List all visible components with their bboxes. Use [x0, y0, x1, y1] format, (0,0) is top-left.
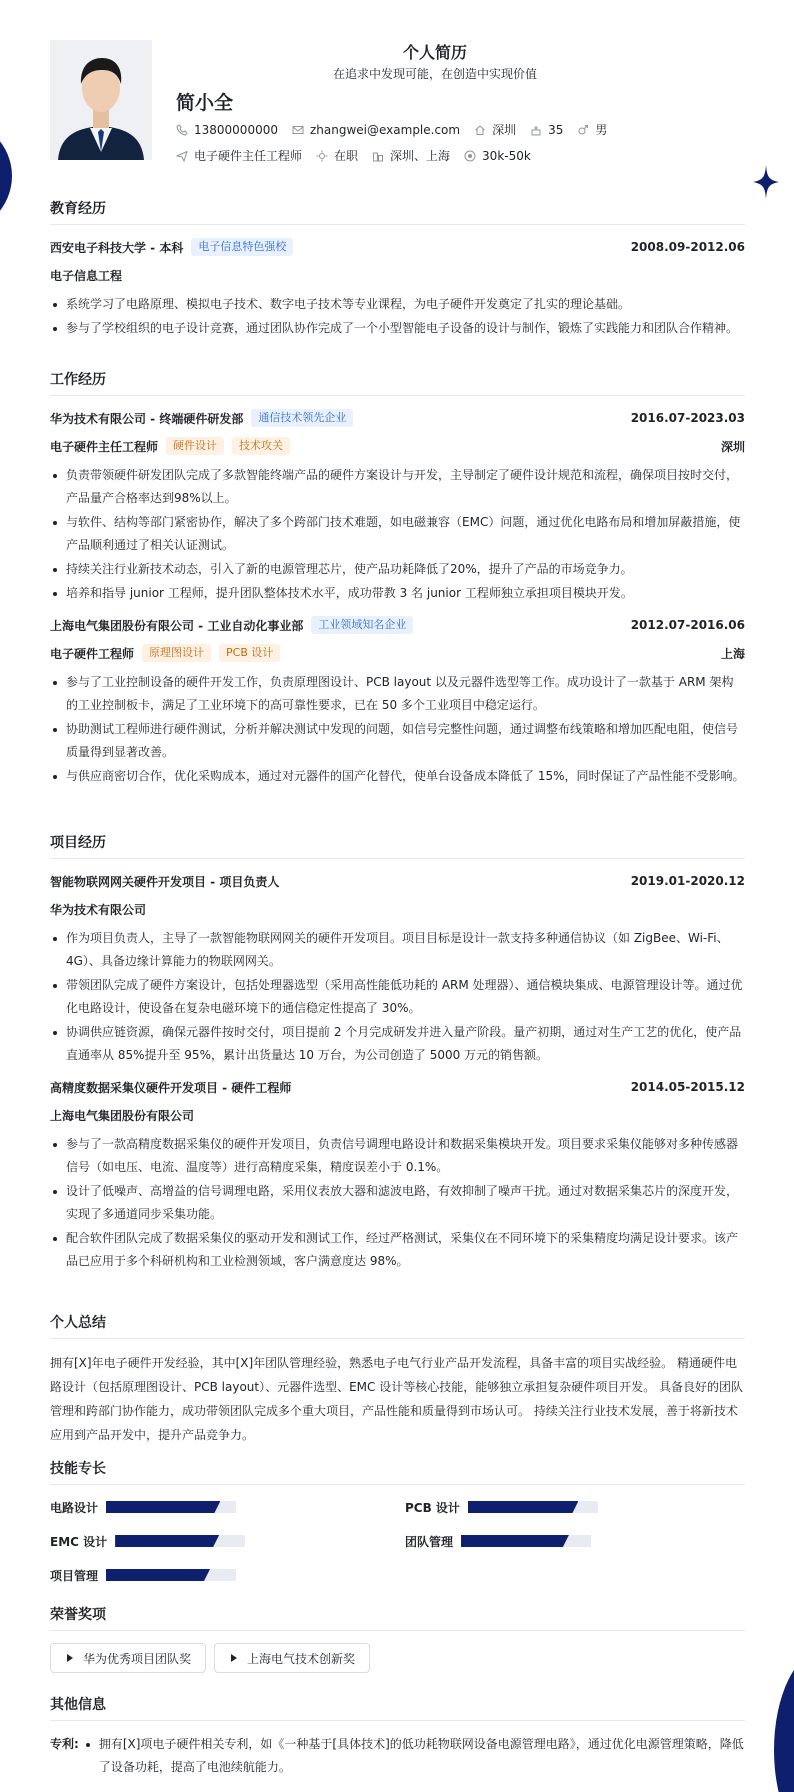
target-city-value: 深圳、上海	[390, 149, 451, 163]
project-name: 智能物联网网关硬件开发项目 - 项目负责人	[50, 874, 280, 889]
phone-value: 13800000000	[194, 122, 278, 137]
role-tag: PCB 设计	[219, 644, 280, 662]
city-icon	[372, 150, 384, 162]
summary-section	[50, 1312, 745, 1447]
project-org: 上海电气集团股份有限公司	[50, 1108, 195, 1123]
awards-title: 荣誉奖项	[50, 1604, 745, 1631]
patent-label: 专利:	[50, 1737, 79, 1751]
skill-bar	[106, 1501, 236, 1513]
list-item: 参与了一款高精度数据采集仪的硬件开发项目，负责信号调理电路设计和数据采集模块开发。项目要求采集仪能够对多种传感器信号（如电压、电流、温度等）进行高精度采集，精度误差小于 0.1%。	[50, 1133, 745, 1179]
skills-grid	[50, 1497, 745, 1585]
gender-value: 男	[595, 123, 608, 137]
patent-row	[50, 1733, 745, 1780]
skills-section	[50, 1458, 745, 1585]
job-bullets	[50, 464, 745, 605]
position-value: 电子硬件主任工程师	[194, 149, 303, 163]
job-head	[50, 408, 745, 428]
skill-fill	[115, 1535, 219, 1547]
city-item	[474, 121, 516, 138]
job-location: 上海	[720, 646, 745, 661]
contact-row	[176, 121, 621, 138]
city-value: 深圳	[492, 123, 517, 137]
status-item	[316, 147, 358, 164]
education-bullets	[50, 293, 745, 340]
email-icon	[292, 124, 304, 136]
work-title: 工作经历	[50, 369, 745, 396]
list-item: 系统学习了电路原理、模拟电子技术、数字电子技术等专业课程，为电子硬件开发奠定了扎实的理论基础。	[50, 293, 745, 316]
role-tag: 硬件设计	[166, 437, 224, 455]
salary-item	[464, 149, 531, 163]
award-label: 上海电气技术创新奖	[247, 1651, 356, 1666]
award-arrow-icon	[229, 1653, 239, 1663]
project-org-row	[50, 1105, 745, 1125]
company-name: 上海电气集团股份有限公司 - 工业自动化事业部	[50, 618, 304, 633]
skill-fill	[106, 1569, 210, 1581]
list-item: 拥有[X]项电子硬件相关专利，如《一种基于[具体技术]的低功耗物联网设备电源管理电路》，通过优化电源管理策略，降低了设备功耗，提高了电池续航能力。	[83, 1733, 745, 1779]
email-item	[292, 123, 460, 137]
list-item: 与软件、结构等部门紧密协作，解决了多个跨部门技术难题，如电磁兼容（EMC）问题，通过优化电路布局和增加屏蔽措施，使产品顺利通过了相关认证测试。	[50, 511, 745, 557]
projects-section	[50, 832, 745, 1274]
salary-value: 30k-50k	[482, 148, 531, 163]
home-icon	[474, 124, 486, 136]
status-icon	[316, 150, 328, 162]
job-date: 2012.07-2016.06	[630, 618, 745, 632]
project-bullets	[50, 1133, 745, 1273]
job-bullets	[50, 671, 745, 788]
work-section	[50, 369, 745, 789]
project-entry	[50, 1077, 745, 1273]
skill-bar	[106, 1569, 236, 1581]
salary-icon	[464, 150, 476, 162]
role-row	[50, 643, 745, 663]
major: 电子信息工程	[50, 268, 123, 283]
skill-fill	[106, 1501, 220, 1513]
skill-item	[405, 1497, 745, 1517]
list-item: 参与了工业控制设备的硬件开发工作，负责原理图设计、PCB layout 以及元器件选型等工作。成功设计了一款基于 ARM 架构的工业控制板卡，满足了工业环境下的高可靠性要求，已在 50 多个工业项目中稳定运行。	[50, 671, 745, 717]
award-item	[214, 1643, 370, 1673]
company-tag: 通信技术领先企业	[251, 409, 353, 427]
list-item: 参与了学校组织的电子设计竞赛，通过团队协作完成了一个小型智能电子设备的设计与制作，锻炼了实践能力和团队合作精神。	[50, 317, 745, 340]
skill-item	[405, 1531, 745, 1551]
gender-item	[577, 121, 607, 138]
skill-bar	[468, 1501, 598, 1513]
profile-photo	[50, 40, 152, 160]
resume-header	[50, 40, 750, 190]
job-entry	[50, 408, 745, 605]
job-intent-row	[176, 147, 545, 164]
list-item: 负责带领硬件研发团队完成了多款智能终端产品的硬件方案设计与开发，主导制定了硬件设计规范和流程，确保项目按时交付，产品量产合格率达到98%以上。	[50, 464, 745, 510]
awards-section	[50, 1604, 745, 1673]
document-title: 个人简历	[402, 43, 467, 62]
project-head	[50, 871, 745, 891]
project-date: 2019.01-2020.12	[630, 874, 745, 888]
phone-icon	[176, 124, 188, 136]
education-date: 2008.09-2012.06	[630, 240, 745, 254]
decor-circle-left	[0, 120, 12, 232]
skills-title: 技能专长	[50, 1458, 745, 1485]
list-item: 作为项目负责人，主导了一款智能物联网网关的硬件开发项目。项目目标是设计一款支持多种通信协议（如 ZigBee、Wi-Fi、4G）、具备边缘计算能力的物联网网关。	[50, 927, 745, 973]
list-item: 与供应商密切合作，优化采购成本，通过对元器件的国产化替代，使单台设备成本降低了 15%，同时保证了产品性能不受影响。	[50, 765, 745, 788]
position-icon	[176, 150, 188, 162]
other-title: 其他信息	[50, 1694, 745, 1721]
awards-list	[50, 1643, 745, 1673]
gender-icon	[577, 124, 589, 136]
age-item	[530, 123, 563, 137]
position-item	[176, 147, 302, 164]
skill-name: EMC 设计	[50, 1534, 108, 1549]
role-tag: 原理图设计	[142, 644, 211, 662]
company-tag: 工业领域知名企业	[311, 616, 413, 634]
slogan: 在追求中发现可能，在创造中实现价值	[332, 67, 537, 81]
company-name: 华为技术有限公司 - 终端硬件研发部	[50, 411, 244, 426]
project-date: 2014.05-2015.12	[630, 1080, 745, 1094]
list-item: 协调供应链资源，确保元器件按时交付，项目提前 2 个月完成研发并进入量产阶段。量产初期，通过对生产工艺的优化，使产品直通率从 85%提升至 95%，累计出货量达 10 万台，为公司创造了 5000 万元的销售额。	[50, 1021, 745, 1067]
skill-bar	[461, 1535, 591, 1547]
role-tag: 技术攻关	[232, 437, 290, 455]
project-bullets	[50, 927, 745, 1067]
skill-name: 电路设计	[50, 1500, 99, 1515]
email-value: zhangwei@example.com	[309, 122, 461, 137]
education-section	[50, 198, 745, 341]
award-label: 华为优秀项目团队奖	[83, 1651, 192, 1666]
skill-fill	[468, 1501, 579, 1513]
summary-title: 个人总结	[50, 1312, 745, 1339]
candidate-name: 简小全	[176, 92, 234, 114]
decor-circle-right	[774, 1650, 794, 1792]
skill-name: 团队管理	[405, 1534, 454, 1549]
project-org-row	[50, 899, 745, 919]
school-name: 西安电子科技大学 - 本科	[50, 240, 184, 255]
skill-name: PCB 设计	[405, 1500, 460, 1515]
award-arrow-icon	[65, 1653, 75, 1663]
list-item: 设计了低噪声、高增益的信号调理电路，采用仪表放大器和滤波电路，有效抑制了噪声干扰。通过对数据采集芯片的深度开发，实现了多通道同步采集功能。	[50, 1180, 745, 1226]
education-title: 教育经历	[50, 198, 745, 225]
list-item: 带领团队完成了硬件方案设计，包括处理器选型（采用高性能低功耗的 ARM 处理器）、通信模块集成、电源管理设计等。通过优化电路设计，使设备在复杂电磁环境下的通信稳定性提高了 30%。	[50, 974, 745, 1020]
patent-list	[83, 1733, 745, 1780]
role-title: 电子硬件工程师	[50, 646, 135, 661]
age-icon	[530, 124, 542, 136]
job-location: 深圳	[720, 439, 745, 454]
list-item: 持续关注行业新技术动态，引入了新的电源管理芯片，使产品功耗降低了20%，提升了产品的市场竞争力。	[50, 558, 745, 581]
role-row	[50, 436, 745, 456]
job-date: 2016.07-2023.03	[630, 411, 745, 425]
status-value: 在职	[334, 149, 359, 163]
skill-item	[50, 1497, 405, 1517]
age-value: 35	[548, 122, 564, 137]
job-head	[50, 615, 745, 635]
job-entry	[50, 615, 745, 788]
skill-fill	[461, 1535, 569, 1547]
other-section	[50, 1694, 745, 1780]
skill-name: 项目管理	[50, 1568, 99, 1583]
target-city-item	[372, 147, 450, 164]
project-entry	[50, 871, 745, 1067]
projects-title: 项目经历	[50, 832, 745, 859]
education-head	[50, 237, 745, 257]
project-org: 华为技术有限公司	[50, 902, 147, 917]
skill-bar	[115, 1535, 245, 1547]
phone-item	[176, 123, 278, 137]
list-item: 培养和指导 junior 工程师，提升团队整体技术水平，成功带教 3 名 junior 工程师独立承担项目模块开发。	[50, 582, 745, 605]
skill-item	[50, 1531, 405, 1551]
list-item: 协助测试工程师进行硬件测试，分析并解决测试中发现的问题，如信号完整性问题，通过调整布线策略和增加匹配电阻，使信号质量得到显著改善。	[50, 718, 745, 764]
project-name: 高精度数据采集仪硬件开发项目 - 硬件工程师	[50, 1080, 292, 1095]
project-head	[50, 1077, 745, 1097]
summary-text: 拥有[X]年电子硬件开发经验，其中[X]年团队管理经验，熟悉电子电气行业产品开发流程，具备丰富的项目实战经验。 精通硬件电路设计（包括原理图设计、PCB layout）、元器件选型、EMC 设计等核心技能，能够独立承担复杂硬件项目开发。 具备良好的团队管理和跨部门协作能力，成功带领团队完成多个重大项目，产品性能和质量得到市场认可。 持续关注行业技术发展，善于将新技术应用到产品开发中，提升产品竞争力。	[50, 1356, 744, 1442]
sparkle-icon	[753, 165, 779, 199]
role-title: 电子硬件主任工程师	[50, 439, 159, 454]
list-item: 配合软件团队完成了数据采集仪的驱动开发和测试工作，经过严格测试，采集仪在不同环境下的采集精度均满足设计要求。该产品已应用于多个科研机构和工业检测领域，客户满意度达 98%。	[50, 1227, 745, 1273]
school-tag: 电子信息特色强校	[191, 238, 293, 256]
major-row	[50, 265, 745, 285]
skill-item	[50, 1565, 405, 1585]
award-item	[50, 1643, 206, 1673]
